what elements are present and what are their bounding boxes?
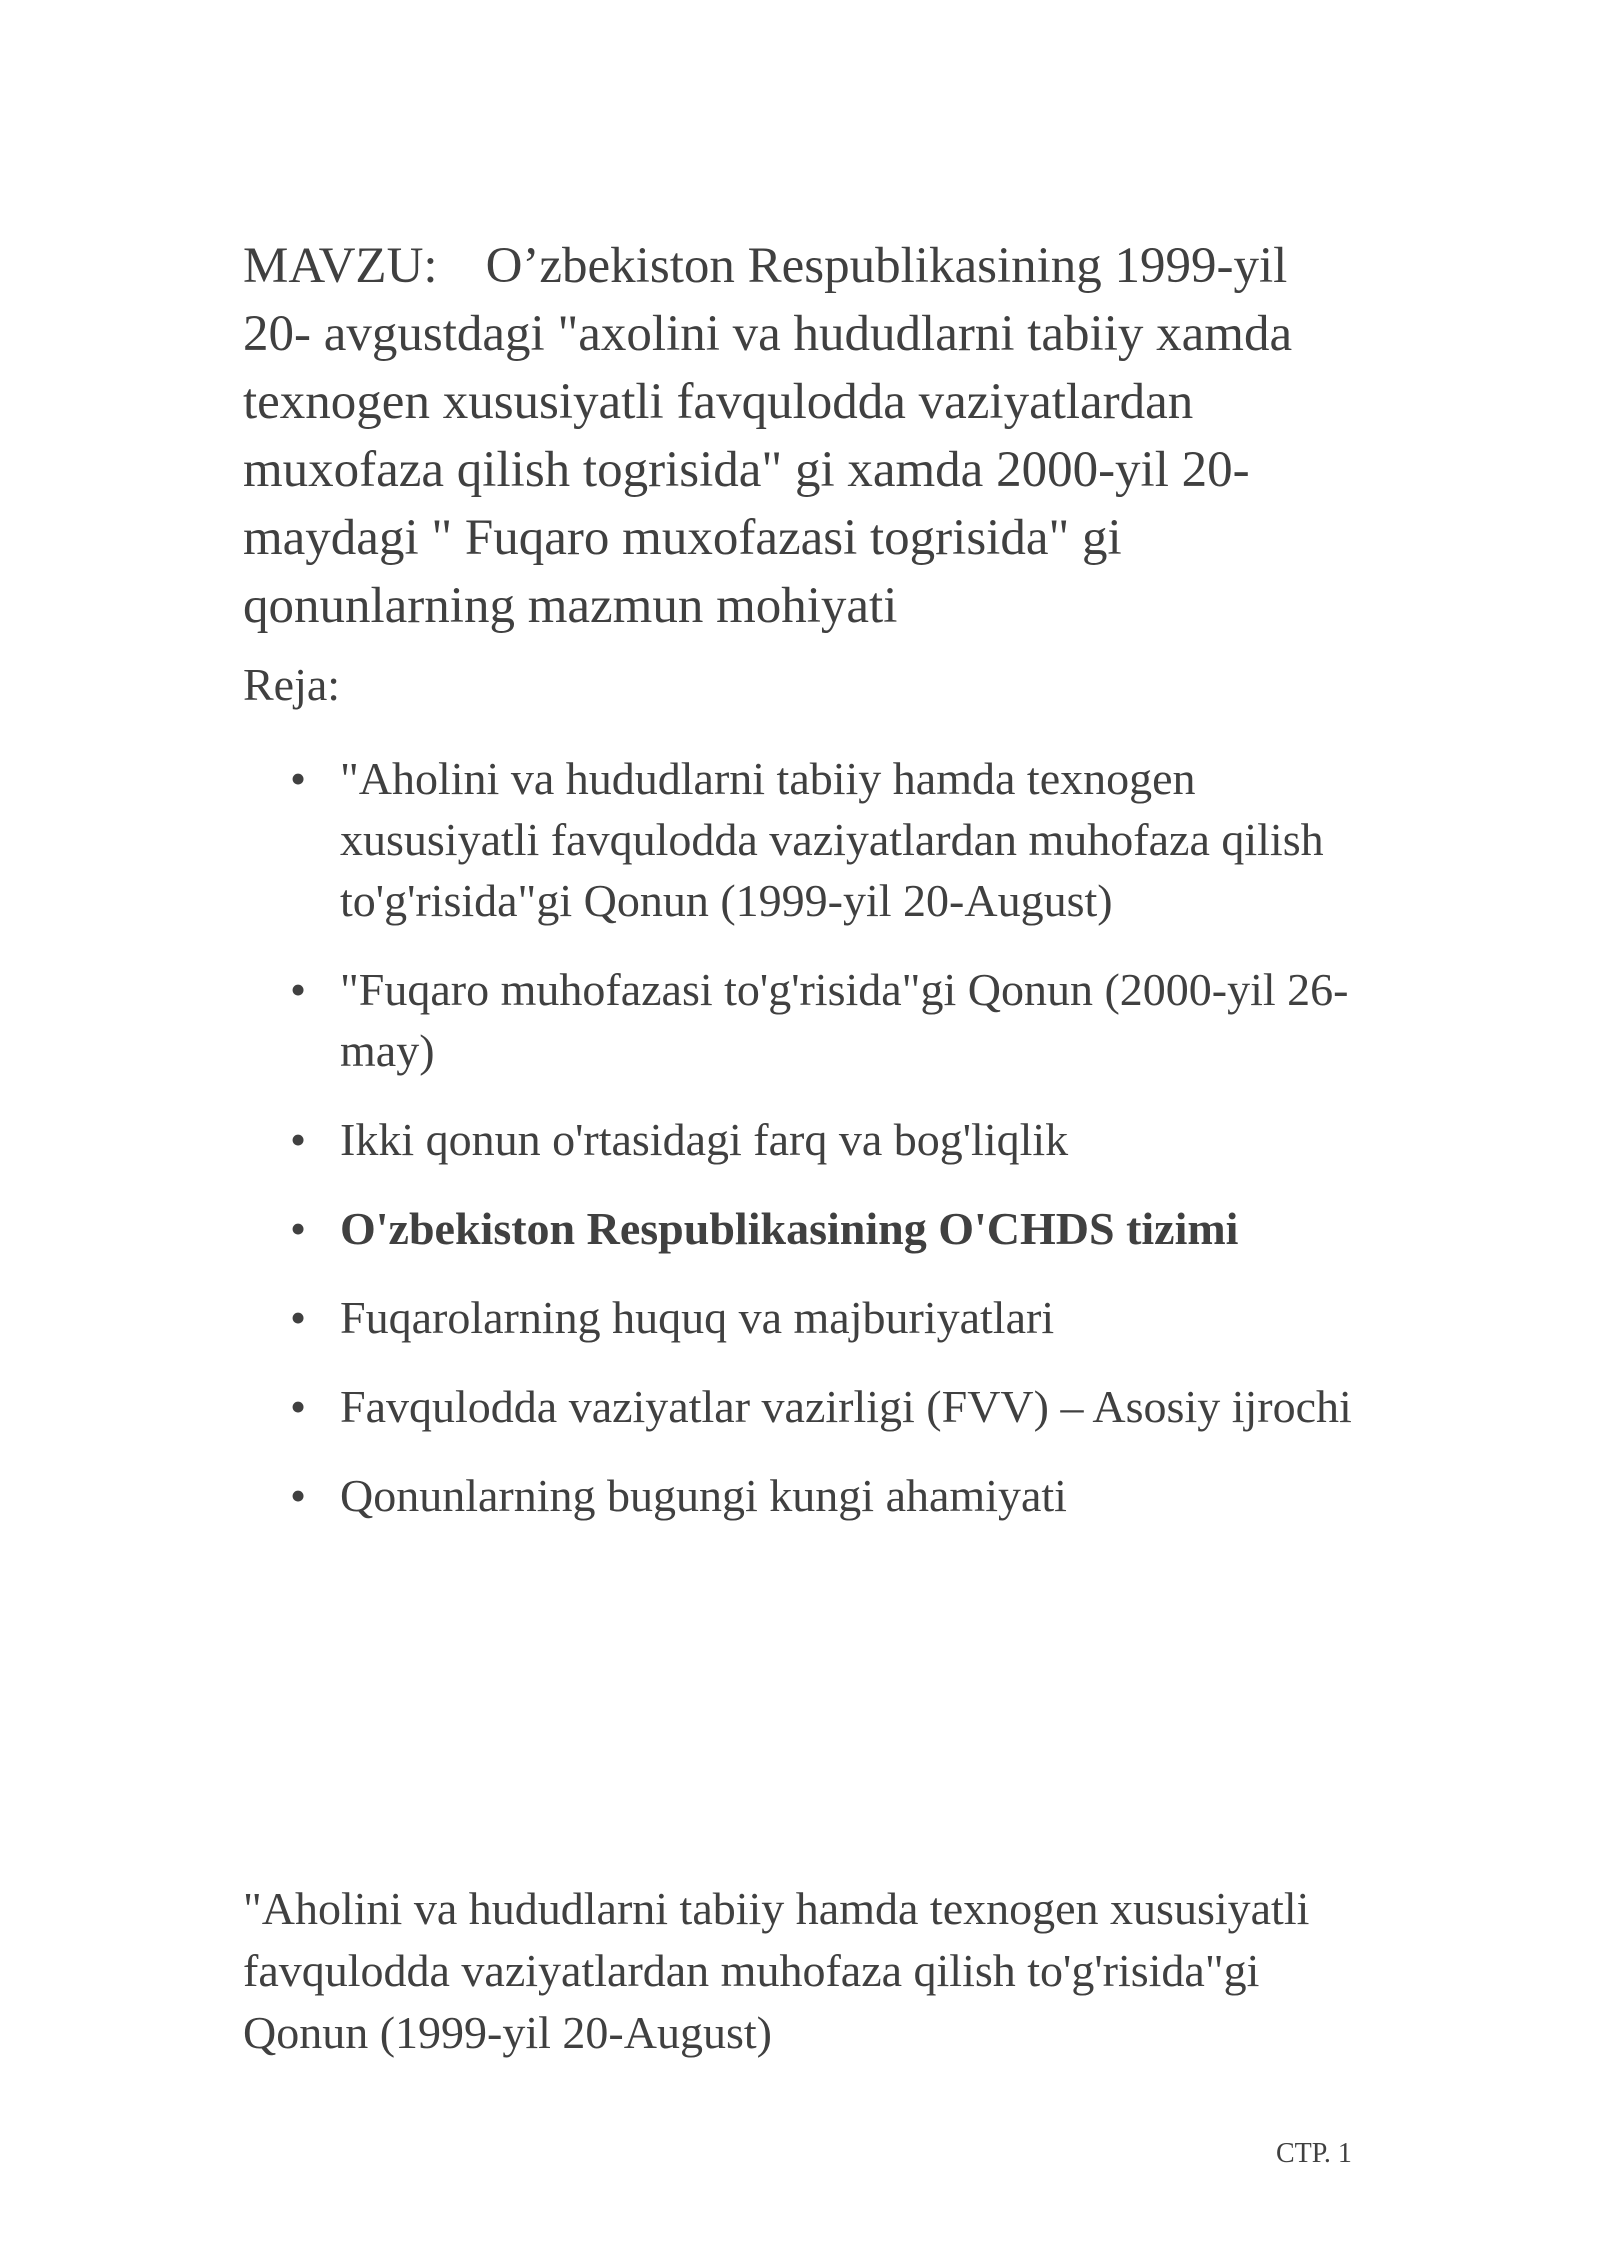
bullet-icon: •	[290, 1203, 307, 1254]
title-text: O’zbekiston Respublikasining 1999-yil 20- avgustdagi "axolini va hududlarni tabiiy xamda texnogen xususiyatli favqulodda vaziyatlardan muxofaza qilish togrisida" gi xamda 2000-yil 20-maydagi " Fuqaro muxofazasi togrisida" gi qonunlarning mazmun mohiyati	[243, 238, 1293, 634]
plan-item-text: Favqulodda vaziyatlar vazirligi (FVV) – Asosiy ijrochi	[340, 1381, 1352, 1432]
plan-item	[243, 1465, 1363, 1526]
plan-item-text: O'zbekiston Respublikasining O'CHDS tizimi	[340, 1203, 1239, 1254]
bullet-icon: •	[290, 753, 307, 804]
bullet-icon: •	[290, 1114, 307, 1165]
plan-item	[243, 1287, 1363, 1348]
plan-item	[243, 748, 1363, 931]
section-heading: "Aholini va hududlarni tabiiy hamda texnogen xususiyatli favqulodda vaziyatlardan muhofaza qilish to'g'risida"gi Qonun (1999-yil 20-August)	[243, 1883, 1310, 2058]
document-title	[243, 232, 1363, 640]
plan-list	[243, 748, 1363, 1554]
plan-item-text: "Fuqaro muhofazasi to'g'risida"gi Qonun (2000-yil 26-may)	[340, 964, 1349, 1076]
plan-item-text: Fuqarolarning huquq va majburiyatlari	[340, 1292, 1055, 1343]
bullet-icon: •	[290, 1470, 307, 1521]
bullet-icon: •	[290, 1292, 307, 1343]
bullet-icon: •	[290, 964, 307, 1015]
plan-item	[243, 1198, 1363, 1259]
bullet-icon: •	[290, 1381, 307, 1432]
plan-label: Reja:	[243, 659, 341, 710]
page-number: СТР. 1	[1276, 2138, 1352, 2169]
plan-item-text: Qonunlarning bugungi kungi ahamiyati	[340, 1470, 1067, 1521]
title-prefix: MAVZU:	[243, 238, 438, 294]
plan-item	[243, 1109, 1363, 1170]
plan-item-text: Ikki qonun o'rtasidagi farq va bog'liqlik	[340, 1114, 1069, 1165]
plan-item	[243, 1376, 1363, 1437]
plan-item-text: "Aholini va hududlarni tabiiy hamda texnogen xususiyatli favqulodda vaziyatlardan muhofaza qilish to'g'risida"gi Qonun (1999-yil 20-August)	[340, 753, 1324, 926]
plan-item	[243, 959, 1363, 1081]
